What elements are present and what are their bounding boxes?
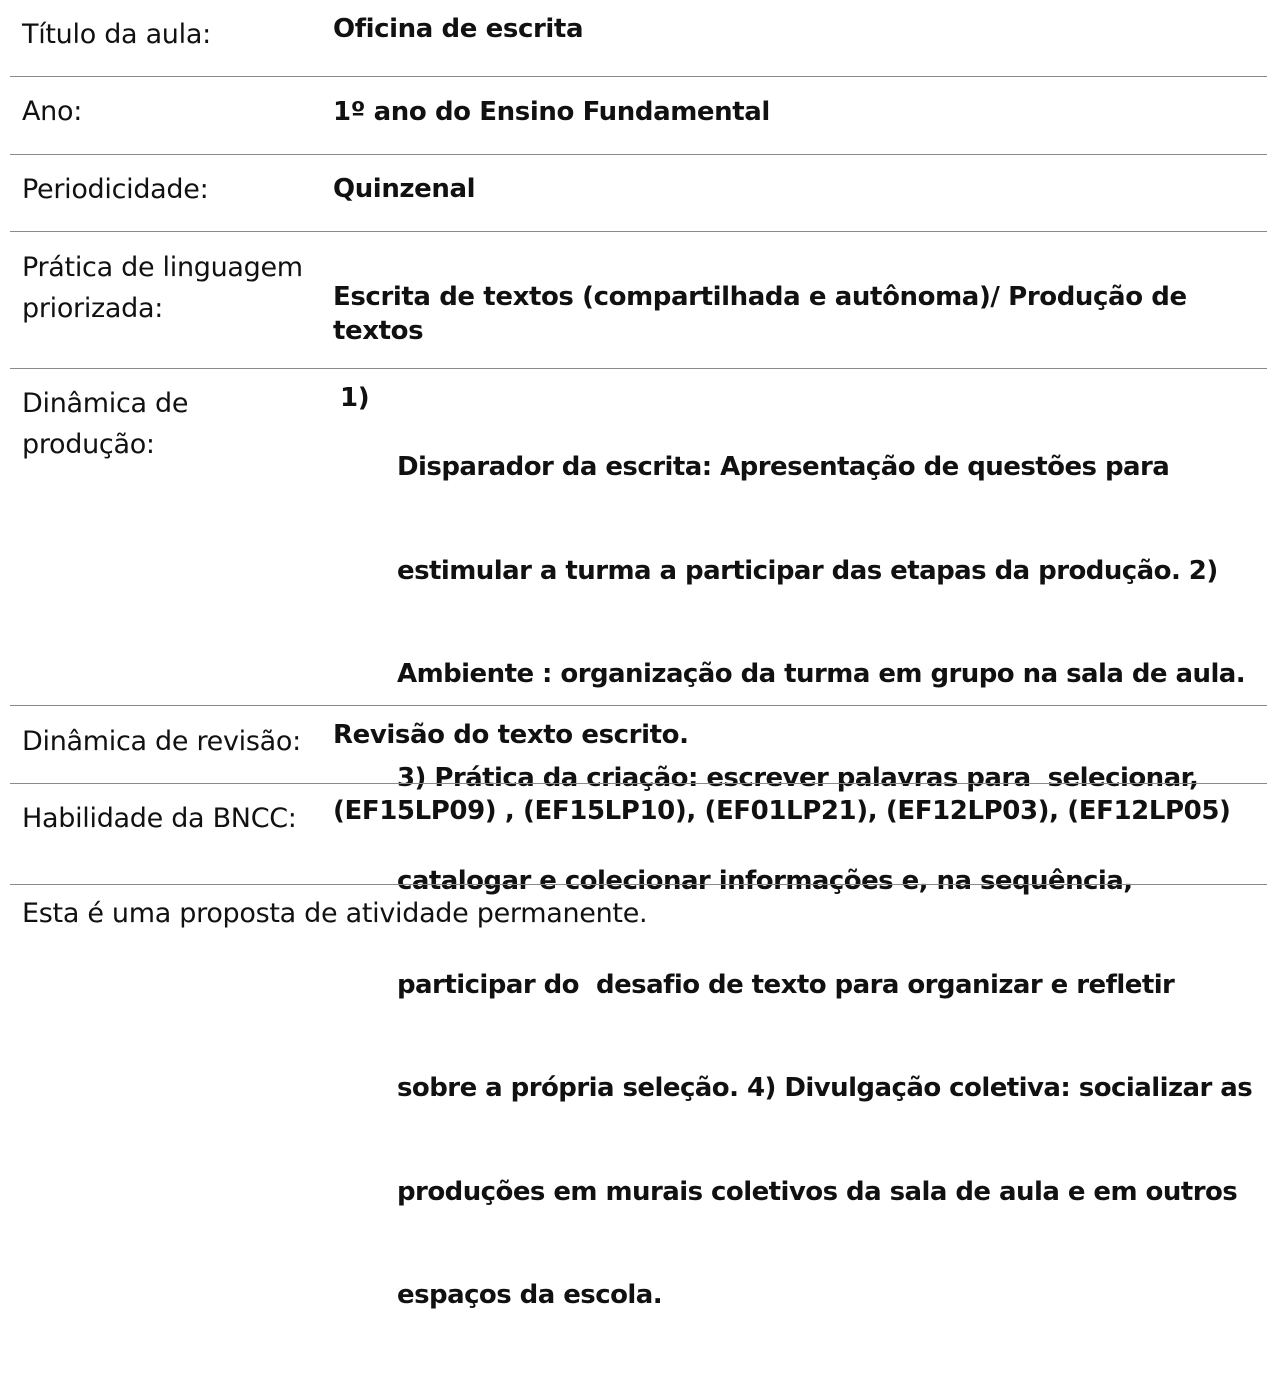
habilidade-label: Habilidade da BNCC: (22, 803, 297, 834)
producao-line-3: Ambiente : organização da turma em grupo na sala de aula. (397, 659, 1246, 689)
producao-line-2: estimular a turma a participar das etapas da produção. 2) (397, 555, 1218, 586)
pratica-value-line1: Escrita de textos (compartilhada e autônoma)/ Produção de (333, 282, 1187, 312)
pratica-label-line1: Prática de linguagem (22, 252, 303, 283)
pratica-label-line2: priorizada: (22, 293, 164, 324)
periodicidade-label: Periodicidade: (22, 174, 209, 205)
ano-label: Ano: (22, 96, 82, 127)
dinamica-producao-label-line2: produção: (22, 429, 155, 460)
dinamica-producao-label (22, 383, 188, 465)
row-pratica (10, 232, 1267, 369)
producao-line-5: catalogar e colecionar informações e, na sequência, (397, 866, 1133, 896)
producao-line-1: Disparador da escrita: Apresentação de questões para (397, 452, 1170, 482)
pratica-label (22, 247, 303, 329)
row-ano (10, 77, 1267, 155)
titulo-value: Oficina de escrita (333, 14, 584, 44)
dinamica-producao-label-line1: Dinâmica de (22, 388, 189, 419)
pratica-value-line2: textos (333, 316, 424, 346)
producao-line-9: espaços da escola. (397, 1280, 663, 1310)
habilidade-value: (EF15LP09) , (EF15LP10), (EF01LP21), (EF12LP03), (EF12LP05) (333, 796, 1231, 826)
row-habilidade (10, 784, 1267, 885)
titulo-label: Título da aula: (22, 19, 211, 50)
pratica-value (333, 280, 1187, 348)
producao-line-6: participar do desafio de texto para organizar e refletir (397, 969, 1175, 1000)
periodicidade-value: Quinzenal (333, 174, 476, 204)
ano-value: 1º ano do Ensino Fundamental (333, 97, 770, 127)
dinamica-revisao-value: Revisão do texto escrito. (333, 720, 689, 750)
dinamica-revisao-label: Dinâmica de revisão: (22, 726, 301, 757)
producao-line-7: sobre a própria seleção. 4) Divulgação coletiva: socializar as (397, 1073, 1253, 1103)
list-number: 1) (340, 383, 370, 413)
row-dinamica-revisao (10, 706, 1267, 784)
row-periodicidade (10, 155, 1267, 232)
footer-note: Esta é uma proposta de atividade permanente. (22, 898, 648, 929)
producao-line-4: 3) Prática da criação: escrever palavras para selecionar, (397, 762, 1199, 793)
producao-line-8: produções em murais coletivos da sala de aula e em outros (397, 1176, 1238, 1207)
row-titulo (10, 0, 1267, 77)
